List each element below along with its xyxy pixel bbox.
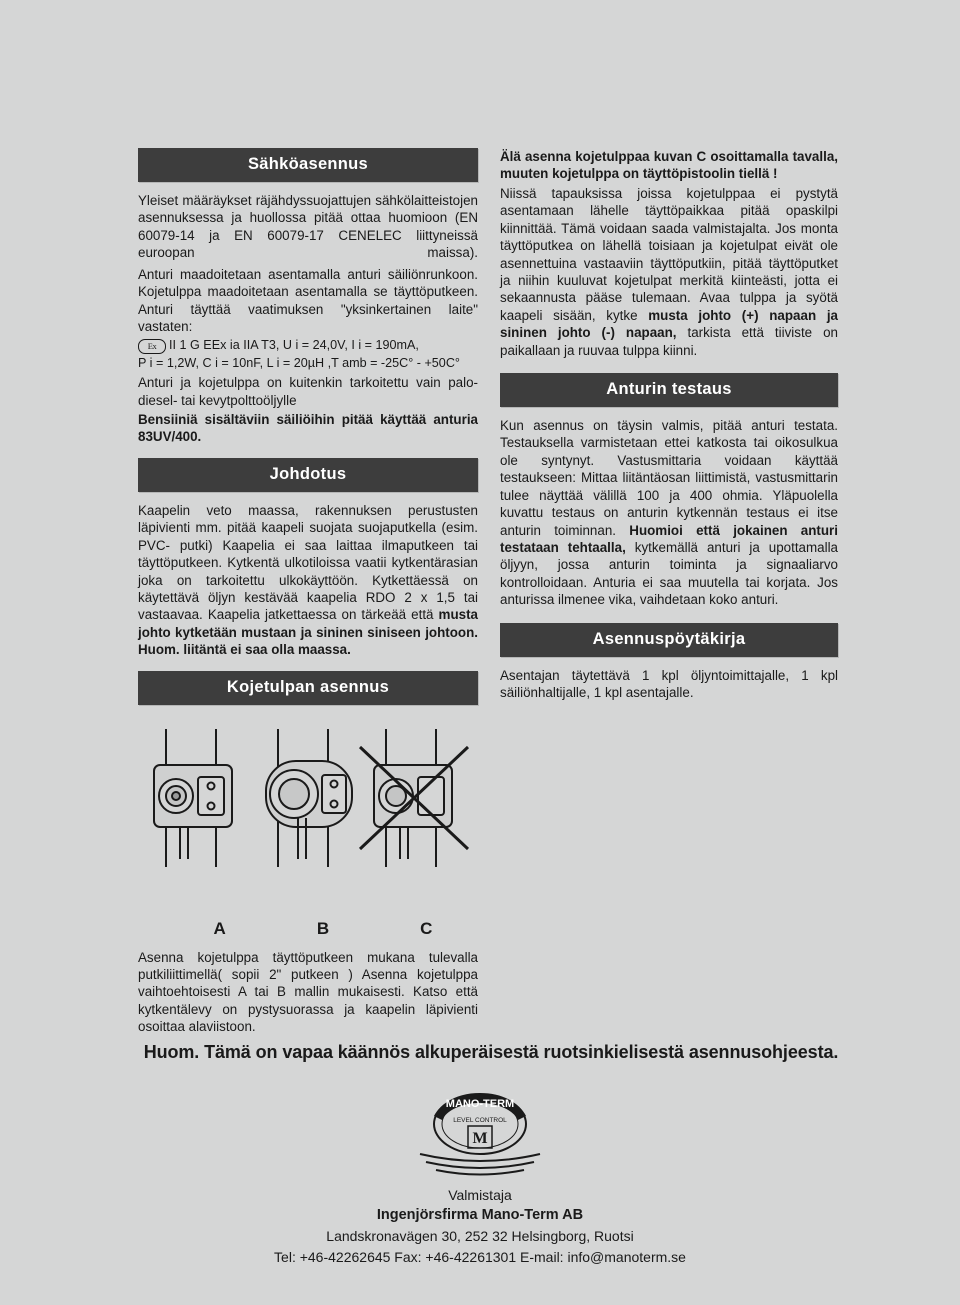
- paragraph-general-rules: Yleiset määräykset räjähdyssuojattujen sähkölaitteistojen asennuksessa ja huollossa pitää ottaa huomioon (EN 60079-14 ja EN 60079-17 CENELEC liittyneissä euroopan maissa).: [138, 193, 478, 261]
- svg-text:M: M: [472, 1130, 488, 1147]
- marking-text-a: Niissä tapauksissa joissa kojetulppaa ei pystytä asentamaan lähelle täyttöpaikkaa pitää opaskilpi kiinnittää. Tämä voidaan saada valmistajalta. Jos monta täyttöputkea on lähellä toisiaan ja kojetulpat eivät ole asennettuina vastaaviin täyttöputkiin, pitää täyttöputket ja niihin kuuluvat kojetulpat merkitä kiinteästi, jotta ei sekaannusta pääse tulemaan. Avaa tulppa ja syötä kaapeli sisään, kytke: [500, 185, 838, 323]
- company-logo: [0, 1090, 960, 1187]
- right-column: [500, 148, 838, 704]
- paragraph-grounding: Anturi maadoitetaan asentamalla anturi säiliönrunkoon. Kojetulppa maadoitetaan asentamalla se täyttöputkeen. Anturi täyttää vaatimuksen "yksinkertainen laite" vastaten:: [138, 266, 478, 334]
- spec-text-1: II 1 G EEx ia IIA T3, U i = 24,0V, I i = 190mA,: [169, 338, 419, 353]
- section-heading-kojetulpan-asennus: Kojetulpan asennus: [138, 671, 478, 705]
- left-column: [138, 148, 478, 1038]
- paragraph-wiring: [138, 502, 478, 659]
- section-heading-sahkoasennus: Sähköasennus: [138, 148, 478, 182]
- wiring-text-bold: musta johto kytketään mustaan ja sininen siniseen johtoon. Huom. liitäntä ei saa olla maassa.: [138, 607, 478, 658]
- section-heading-anturin-testaus: Anturin testaus: [500, 373, 838, 407]
- footer-maker-label: Valmistaja: [448, 1187, 512, 1203]
- footer-block: [0, 1185, 960, 1267]
- paragraph-warning-c: Älä asenna kojetulppaa kuvan C osoittamalla tavalla, muuten kojetulppa on täyttöpistoolin tiellä !: [500, 149, 838, 182]
- svg-text:LEVEL CONTROL: LEVEL CONTROL: [453, 1117, 507, 1124]
- sensor-test-text-a: Kun asennus on täysin valmis, pitää anturi testata. Testauksella varmistetaan ettei katkosta tai oikosulkua ole syntynyt. Vastusmittaria voidaan käyttää testaukseen: Mittaa liitäntäosan liittimistä, vastusmittarin tulee näyttää välillä 100 ja 400 ohmia. Yläpuolella kuvattu testaus on anturin kytkennän testaus ei itse anturin toiminnan.: [500, 418, 838, 538]
- figure-svg: [138, 717, 478, 917]
- sensor-test-text-b: kytkemällä anturi ja upottamalla öljyyn, jossa anturin toiminta ja signaaliarvo kontrolloidaan. Anturia ei saa muutella tai korjata. Jos anturissa ilmenee vika, vaihdetaan koko anturi.: [500, 540, 839, 608]
- section-heading-johdotus: Johdotus: [138, 458, 478, 492]
- marking-text-bold: musta johto (+) napaan ja sininen johto (-) napaan,: [500, 307, 838, 341]
- paragraph-sensor-test: [500, 417, 838, 609]
- paragraph-fuel-types: Anturi ja kojetulppa on kuitenkin tarkoitettu vain palo- diesel- tai kevytpolttoöljylle: [138, 375, 478, 408]
- figure-label-c: C: [420, 918, 433, 938]
- marking-text-b: tarkista että tiiviste on paikallaan ja ruuvaa tulppa kiinni.: [500, 325, 838, 358]
- figure-labels: [138, 919, 478, 939]
- ex-certification-icon: Ex: [138, 339, 166, 354]
- wiring-text: Kaapelin veto maassa, rakennuksen perustusten läpivienti mm. pitää kaapeli suojata suojaputkella (esim. PVC- putki) Kaapelia ei saa laittaa ilmaputkeen tai täyttöputkeen. Kytkentä ulkotiloissa vaatii kytkentärasian joka on tarkoitettu ulkokäyttöön. Kytkettäessä on käytettävä öljyn kestävää kaapelia RDO 2 x 1,5 tai vastaavaa. Kaapelia jatkettaessa on tärkeää että: [138, 502, 478, 623]
- sensor-test-text-bold: Huomioi että jokainen anturi testataan tehtaalla,: [500, 522, 838, 556]
- spec-line-1: [138, 337, 478, 354]
- figure-label-a: A: [213, 918, 226, 938]
- two-column-layout: [138, 148, 838, 1038]
- paragraph-petrol-warning: Bensiiniä sisältäviin säiliöihin pitää käyttää anturia 83UV/400.: [138, 411, 478, 445]
- footer-company-name: Ingenjörsfirma Mano-Term AB: [376, 1207, 584, 1224]
- installation-figure: [138, 717, 478, 917]
- svg-text:MANO-TERM: MANO-TERM: [445, 1098, 515, 1110]
- manoterm-logo-icon: [380, 1090, 580, 1182]
- section-heading-asennuspoytakirja: Asennuspöytäkirja: [500, 623, 838, 657]
- figure-label-b: B: [316, 918, 330, 938]
- translation-note: Huom. Tämä on vapaa käännös alkuperäisestä ruotsinkielisestä asennusohjeesta.: [143, 1042, 839, 1062]
- spec-line-2: P i = 1,2W, C i = 10nF, L i = 20µH ,T amb = -25C° - +50C°: [138, 356, 460, 371]
- footer-address: Landskronavägen 30, 252 32 Helsingborg, Ruotsi: [326, 1228, 634, 1245]
- document-content: [138, 148, 838, 1038]
- paragraph-marking: [500, 185, 838, 359]
- paragraph-protocol: Asentajan täytettävä 1 kpl öljyntoimittajalle, 1 kpl säiliönhaltijalle, 1 kpl asentajalle.: [500, 667, 838, 701]
- footer-contact: Tel: +46-42262645 Fax: +46-42261301 E-mail: info@manoterm.se: [274, 1248, 686, 1265]
- figure-caption: Asenna kojetulppa täyttöputkeen mukana tulevalla putkiliittimellä( sopii 2" putkeen ) Asenna kojetulppa vaihtoehtoisesti A tai B mallin mukaisesti. Katso että kytkentälevy on pystysuorassa ja kaapelin läpivienti osoittaa alaviistoon.: [138, 949, 478, 1035]
